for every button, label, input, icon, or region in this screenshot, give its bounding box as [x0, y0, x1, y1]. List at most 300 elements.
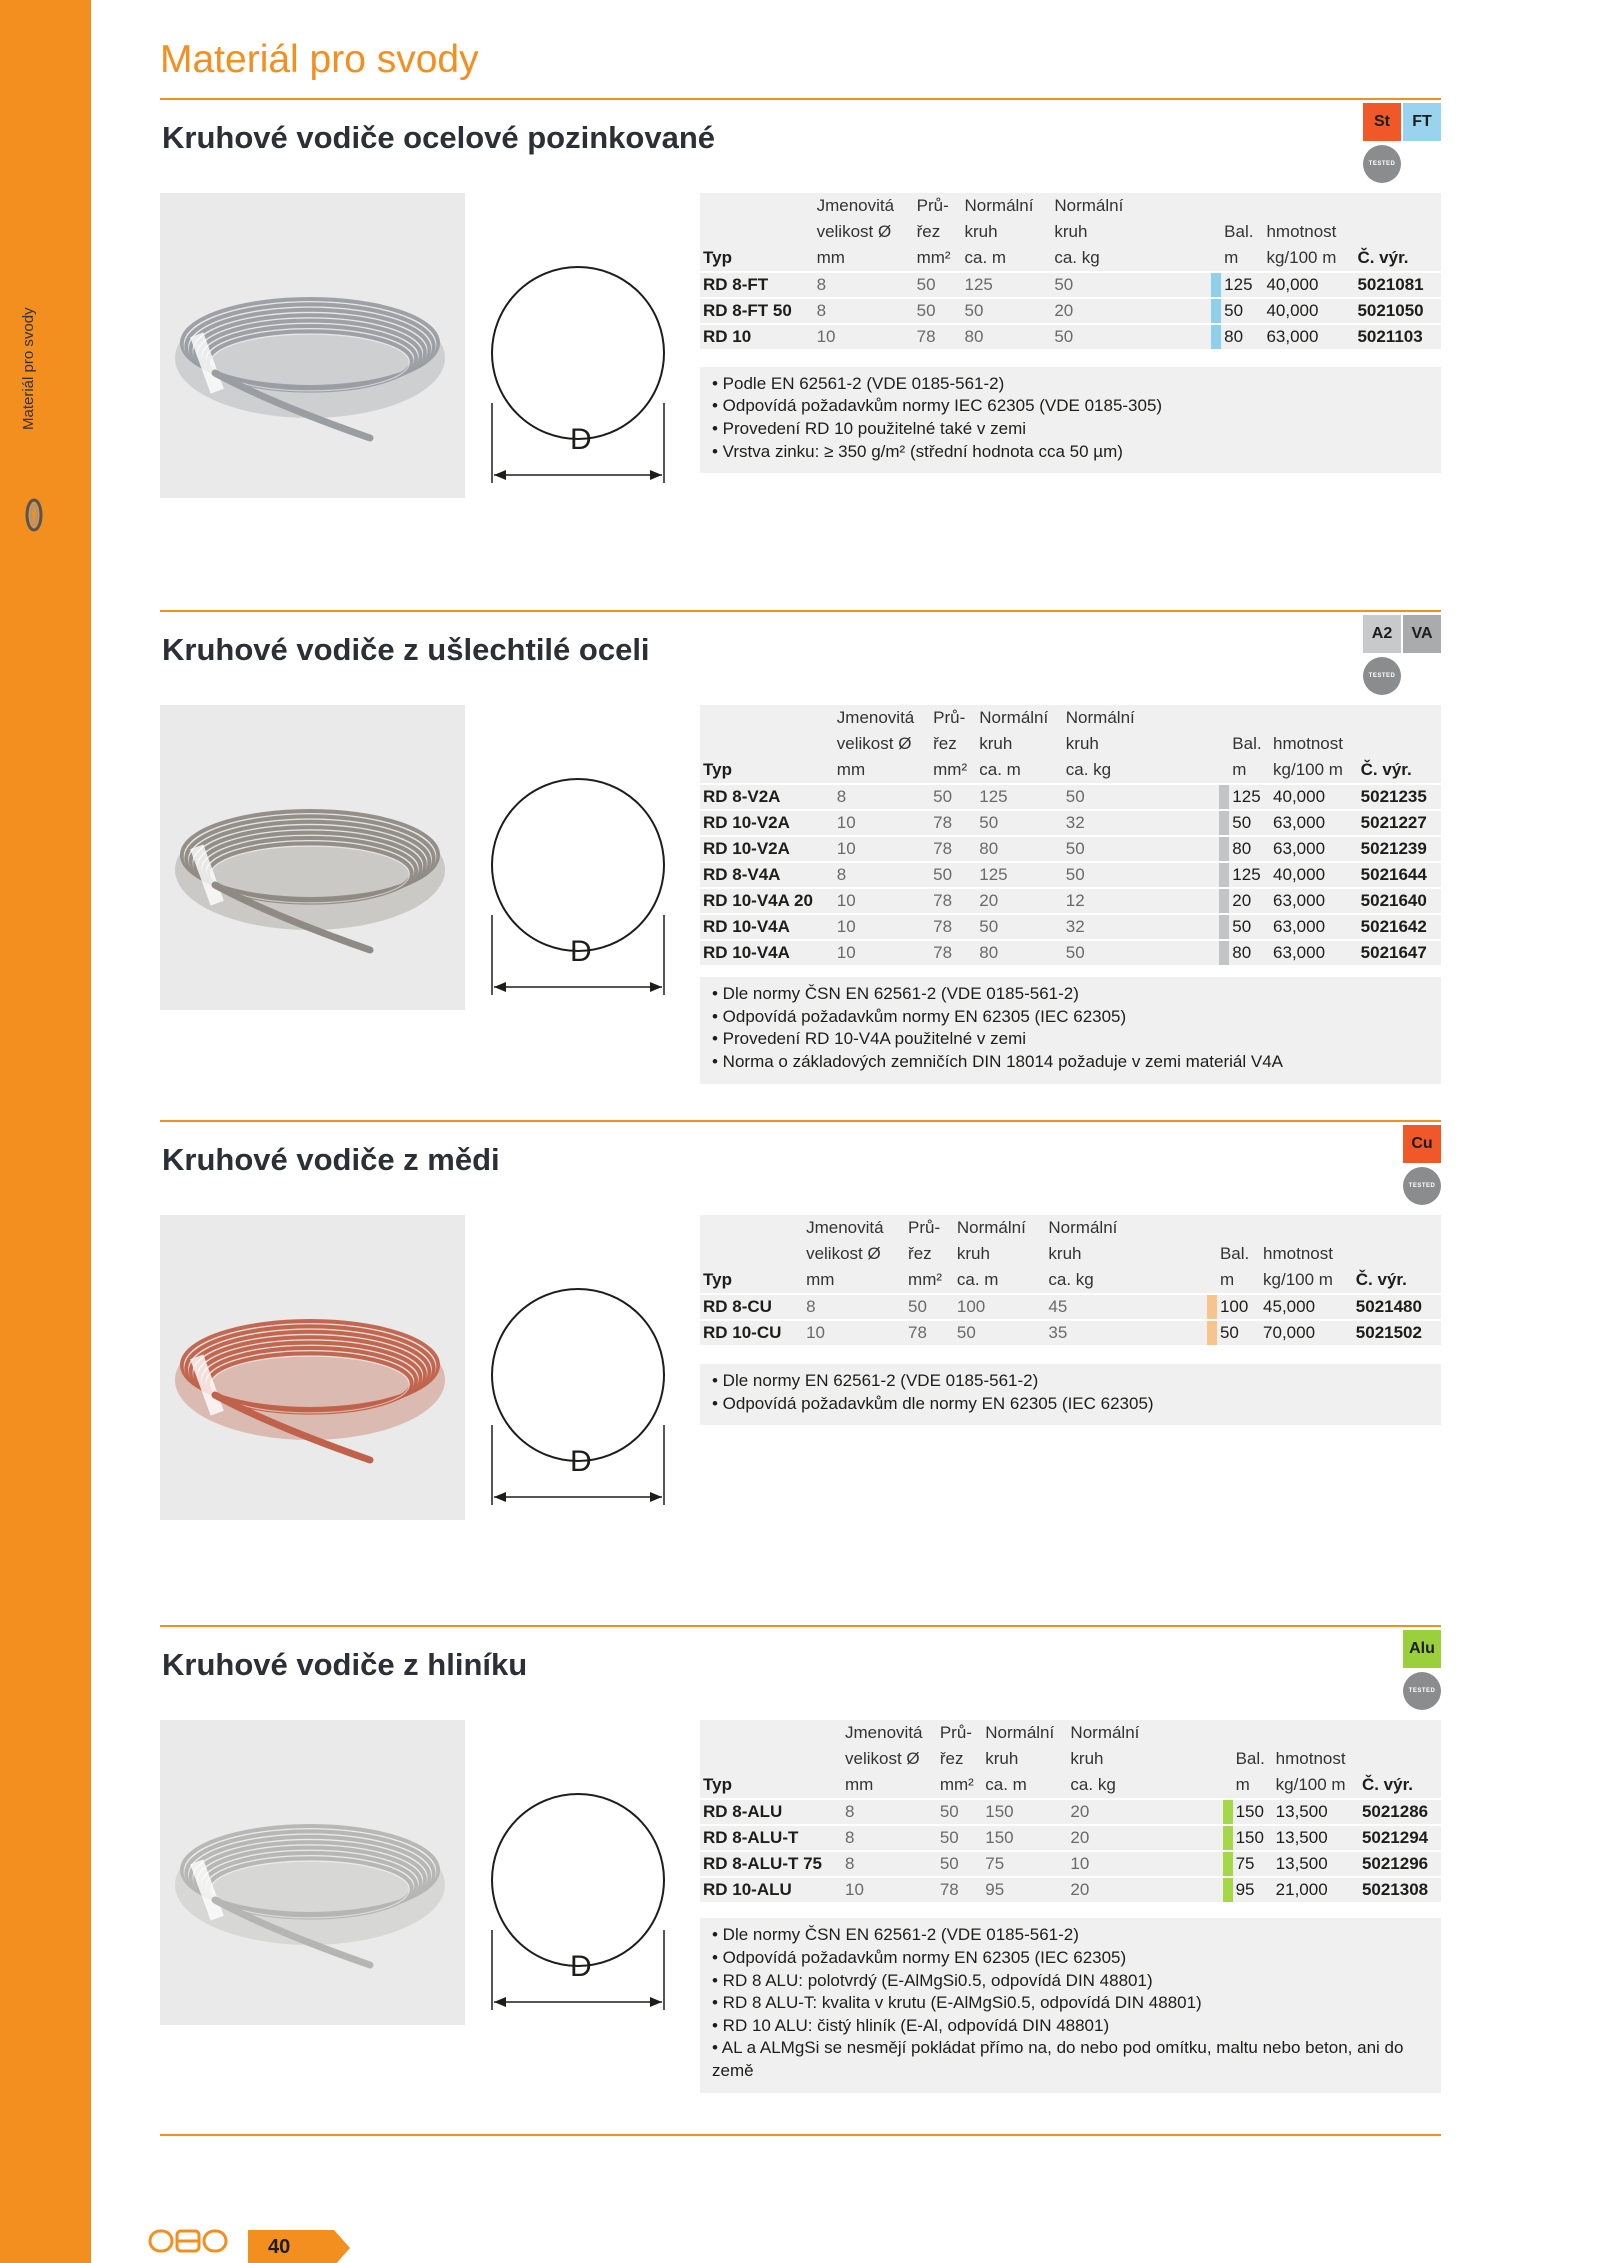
- table-cell: 8: [814, 272, 914, 298]
- note-item: • Provedení RD 10-V4A použitelné v zemi: [712, 1029, 1027, 1049]
- column-header: Normální: [979, 708, 1049, 727]
- cross-section-diagram: [490, 705, 670, 1005]
- table-header-row: [700, 219, 1441, 245]
- table-cell: 10: [834, 914, 930, 940]
- table-row: [700, 298, 1441, 324]
- header-color-bar: [1223, 1772, 1233, 1799]
- table-cell: 50: [1051, 272, 1141, 298]
- table-row: [700, 324, 1441, 349]
- column-header: [1229, 705, 1270, 731]
- table-cell: RD 10-V4A: [700, 914, 834, 940]
- column-header: řez: [933, 734, 957, 753]
- table-cell: 5021286: [1359, 1799, 1441, 1825]
- row-color-bar: [1219, 862, 1229, 888]
- header-color-bar: [1211, 219, 1221, 245]
- row-color-bar: [1211, 272, 1221, 298]
- table-cell: 50: [976, 914, 1063, 940]
- column-header: Normální: [1065, 708, 1135, 727]
- tested-seal-icon: TESTED: [1363, 145, 1401, 183]
- table-cell: 8: [834, 784, 930, 810]
- column-header: Typ: [703, 248, 732, 267]
- tested-seal-icon: TESTED: [1403, 1672, 1441, 1710]
- table-cell: 50: [1063, 836, 1150, 862]
- column-header: mm²: [916, 248, 951, 267]
- column-header: velikost Ø: [816, 222, 892, 241]
- table-cell: 150: [982, 1799, 1067, 1825]
- row-color-bar: [1223, 1877, 1233, 1902]
- table-cell: RD 10: [700, 324, 814, 349]
- table-row: [700, 888, 1441, 914]
- header-color-bar: [1211, 245, 1221, 272]
- column-header: ca. kg: [1048, 1270, 1094, 1289]
- column-header: kg/100 m: [1263, 1270, 1333, 1289]
- table-cell: 20: [1067, 1799, 1152, 1825]
- table-cell: 8: [842, 1851, 937, 1877]
- note-item: • Dle normy EN 62561-2 (VDE 0185-561-2): [712, 1371, 1039, 1391]
- table-cell: 20: [1051, 298, 1141, 324]
- column-header: Normální: [1054, 196, 1124, 215]
- note-item: • Odpovídá požadavkům dle normy EN 62305 (IEC 62305): [712, 1393, 1154, 1413]
- column-header: kg/100 m: [1266, 248, 1337, 267]
- table-cell: 63,000: [1270, 888, 1358, 914]
- column-header: mm²: [939, 1775, 974, 1794]
- column-header: mm: [816, 248, 845, 267]
- coil-icon: [24, 497, 44, 533]
- header-spacer: [1137, 1241, 1207, 1267]
- table-cell: RD 10-V2A: [700, 836, 834, 862]
- table-cell: 12: [1063, 888, 1150, 914]
- column-header: [700, 1215, 803, 1241]
- table-row: [700, 1799, 1441, 1825]
- table-cell: RD 8-CU: [700, 1294, 803, 1320]
- column-header: Jmenovitá: [836, 708, 915, 727]
- obo-logo: [148, 2227, 228, 2255]
- column-header: Bal.: [1232, 734, 1262, 753]
- column-header: [1359, 1746, 1441, 1772]
- section-divider: [160, 1625, 1441, 1627]
- table-cell: 70,000: [1260, 1320, 1353, 1345]
- table-cell: RD 8-V4A: [700, 862, 834, 888]
- table-cell: 100: [954, 1294, 1046, 1320]
- table-header-row: [700, 757, 1441, 784]
- table-cell: 20: [976, 888, 1063, 914]
- column-header: [1353, 1215, 1441, 1241]
- product-notes: [700, 367, 1441, 473]
- column-header: [700, 219, 814, 245]
- spec-table: [700, 705, 1441, 965]
- table-cell: 50: [1221, 298, 1263, 324]
- note-item: • Vrstva zinku: ≥ 350 g/m² (střední hodnota cca 50 µm): [712, 441, 1123, 461]
- column-header: Prů-: [916, 196, 949, 215]
- cross-section-diagram: [490, 193, 670, 493]
- table-row: [700, 1825, 1441, 1851]
- product-photo: [160, 1215, 465, 1520]
- page-number: [248, 2230, 350, 2263]
- sidebar: [0, 0, 91, 2263]
- column-header: ca. m: [985, 1775, 1027, 1794]
- table-cell: 20: [1067, 1877, 1152, 1902]
- column-header: m: [1235, 1775, 1250, 1794]
- header-spacer: [1153, 1772, 1223, 1799]
- table-cell: 50: [1229, 914, 1270, 940]
- table-cell: 40,000: [1270, 784, 1358, 810]
- column-header: kruh: [985, 1749, 1019, 1768]
- header-spacer: [1153, 1720, 1223, 1746]
- table-cell: 10: [1067, 1851, 1152, 1877]
- column-header: ca. m: [979, 760, 1021, 779]
- column-header: [1221, 193, 1263, 219]
- table-cell: 100: [1217, 1294, 1260, 1320]
- section-title: Kruhové vodiče z mědi: [162, 1142, 500, 1177]
- material-badge: VA: [1403, 615, 1441, 653]
- column-header: Prů-: [908, 1218, 941, 1237]
- column-header: Typ: [703, 1270, 732, 1289]
- column-header: Č. výr.: [1360, 760, 1412, 779]
- column-header: [1353, 1241, 1441, 1267]
- note-item: • Provedení RD 10 použitelné také v zemi: [712, 418, 1027, 438]
- column-header: [1358, 705, 1441, 731]
- table-cell: 10: [834, 836, 930, 862]
- table-cell: RD 10-ALU: [700, 1877, 842, 1902]
- table-cell: RD 8-ALU-T: [700, 1825, 842, 1851]
- table-cell: 78: [930, 888, 976, 914]
- column-header: Normální: [964, 196, 1034, 215]
- product-notes: [700, 1364, 1441, 1425]
- table-cell: 40,000: [1263, 298, 1354, 324]
- table-header-row: [700, 1215, 1441, 1241]
- column-header: kruh: [956, 1244, 990, 1263]
- column-header: m: [1224, 248, 1239, 267]
- note-item: • Odpovídá požadavkům normy EN 62305 (IEC 62305): [712, 1006, 1127, 1026]
- table-cell: 78: [930, 914, 976, 940]
- cross-section-diagram: [490, 1720, 670, 2020]
- table-cell: 80: [962, 324, 1052, 349]
- column-header: mm: [806, 1270, 835, 1289]
- note-item: • Dle normy ČSN EN 62561-2 (VDE 0185-561-2): [712, 984, 1079, 1004]
- column-header: [1354, 219, 1441, 245]
- column-header: Jmenovitá: [816, 196, 895, 215]
- header-spacer: [1149, 757, 1219, 784]
- row-spacer: [1153, 1799, 1223, 1825]
- table-cell: 80: [976, 940, 1063, 965]
- table-cell: 32: [1063, 810, 1150, 836]
- table-cell: RD 10-V4A 20: [700, 888, 834, 914]
- column-header: ca. kg: [1070, 1775, 1116, 1794]
- product-photo: [160, 193, 465, 498]
- table-cell: 10: [842, 1877, 937, 1902]
- table-cell: 125: [962, 272, 1052, 298]
- row-spacer: [1149, 914, 1219, 940]
- row-color-bar: [1211, 324, 1221, 349]
- header-color-bar: [1219, 757, 1229, 784]
- header-spacer: [1149, 731, 1219, 757]
- note-item: • Dle normy ČSN EN 62561-2 (VDE 0185-561-2): [712, 1925, 1079, 1945]
- spec-table: [700, 193, 1441, 349]
- note-item: • AL a ALMgSi se nesmějí pokládat přímo na, do nebo pod omítku, maltu nebo beton, ani do země: [712, 2038, 1404, 2080]
- column-header: [1354, 193, 1441, 219]
- column-header: [1358, 731, 1441, 757]
- row-color-bar: [1207, 1294, 1217, 1320]
- table-cell: 45,000: [1260, 1294, 1353, 1320]
- row-spacer: [1153, 1825, 1223, 1851]
- table-cell: 13,500: [1273, 1799, 1359, 1825]
- column-header: Č. výr.: [1357, 248, 1409, 267]
- table-cell: 75: [1233, 1851, 1273, 1877]
- table-cell: 50: [930, 784, 976, 810]
- column-header: Bal.: [1235, 1749, 1265, 1768]
- column-header: mm²: [908, 1270, 943, 1289]
- table-cell: 50: [1063, 784, 1150, 810]
- table-cell: 5021296: [1359, 1851, 1441, 1877]
- header-spacer: [1137, 1215, 1207, 1241]
- tested-seal-icon: TESTED: [1363, 657, 1401, 695]
- table-cell: 125: [1221, 272, 1263, 298]
- column-header: mm: [836, 760, 866, 779]
- column-header: [1273, 1720, 1359, 1746]
- header-spacer: [1141, 219, 1211, 245]
- header-color-bar: [1211, 193, 1221, 219]
- table-cell: 10: [834, 940, 930, 965]
- column-header: [1233, 1720, 1273, 1746]
- row-spacer: [1149, 862, 1219, 888]
- header-color-bar: [1219, 731, 1229, 757]
- material-badges: [1401, 1125, 1441, 1163]
- row-color-bar: [1223, 1799, 1233, 1825]
- product-notes: [700, 977, 1441, 1083]
- material-badge: FT: [1403, 103, 1441, 141]
- table-cell: 50: [1229, 810, 1270, 836]
- table-cell: 50: [1063, 940, 1150, 965]
- table-cell: 50: [914, 272, 962, 298]
- material-badge: Cu: [1403, 1125, 1441, 1163]
- table-cell: 5021235: [1358, 784, 1441, 810]
- table-row: [700, 1294, 1441, 1320]
- table-cell: 50: [930, 862, 976, 888]
- column-header: [700, 193, 814, 219]
- table-cell: 20: [1229, 888, 1270, 914]
- table-cell: 21,000: [1273, 1877, 1359, 1902]
- material-badges: [1401, 1630, 1441, 1668]
- material-badges: [1361, 615, 1441, 653]
- column-header: řez: [908, 1244, 932, 1263]
- table-row: [700, 862, 1441, 888]
- table-cell: 5021480: [1353, 1294, 1441, 1320]
- table-cell: 50: [905, 1294, 954, 1320]
- row-spacer: [1141, 272, 1211, 298]
- column-header: [1263, 193, 1354, 219]
- table-cell: 10: [834, 810, 930, 836]
- column-header: ca. m: [956, 1270, 999, 1289]
- table-cell: 10: [834, 888, 930, 914]
- table-cell: 50: [937, 1851, 982, 1877]
- table-cell: 8: [842, 1799, 937, 1825]
- table-cell: 8: [842, 1825, 937, 1851]
- material-badge: St: [1363, 103, 1401, 141]
- table-cell: 13,500: [1273, 1825, 1359, 1851]
- table-cell: RD 8-FT 50: [700, 298, 814, 324]
- table-cell: 50: [937, 1799, 982, 1825]
- table-row: [700, 836, 1441, 862]
- table-cell: 63,000: [1270, 914, 1358, 940]
- product-notes: [700, 1918, 1441, 2092]
- diameter-label: D: [570, 423, 592, 456]
- table-row: [700, 940, 1441, 965]
- header-color-bar: [1223, 1720, 1233, 1746]
- diameter-label: D: [570, 1445, 592, 1478]
- column-header: [700, 1241, 803, 1267]
- table-header-row: [700, 193, 1441, 219]
- table-cell: RD 10-V4A: [700, 940, 834, 965]
- table-cell: 35: [1045, 1320, 1137, 1345]
- row-color-bar: [1219, 914, 1229, 940]
- row-spacer: [1137, 1320, 1207, 1345]
- column-header: hmotnost: [1275, 1749, 1346, 1768]
- table-cell: 5021647: [1358, 940, 1441, 965]
- row-color-bar: [1219, 888, 1229, 914]
- table-cell: 5021103: [1354, 324, 1441, 349]
- section-title: Kruhové vodiče ocelové pozinkované: [162, 120, 715, 155]
- spec-table: [700, 1215, 1441, 1345]
- table-cell: RD 8-FT: [700, 272, 814, 298]
- table-cell: 40,000: [1263, 272, 1354, 298]
- table-cell: 78: [930, 810, 976, 836]
- page-number-text: 40: [268, 2236, 291, 2258]
- table-cell: 10: [814, 324, 914, 349]
- row-color-bar: [1207, 1320, 1217, 1345]
- column-header: ca. kg: [1065, 760, 1112, 779]
- column-header: Normální: [956, 1218, 1026, 1237]
- row-spacer: [1141, 298, 1211, 324]
- column-header: Jmenovitá: [845, 1723, 923, 1742]
- table-cell: 125: [1229, 862, 1270, 888]
- header-spacer: [1153, 1746, 1223, 1772]
- table-cell: 78: [905, 1320, 954, 1345]
- column-header: řez: [939, 1749, 964, 1768]
- table-cell: 45: [1045, 1294, 1137, 1320]
- note-item: • Podle EN 62561-2 (VDE 0185-561-2): [712, 373, 1005, 393]
- column-header: mm: [845, 1775, 874, 1794]
- table-cell: 8: [814, 298, 914, 324]
- column-header: kruh: [979, 734, 1013, 753]
- table-header-row: [700, 245, 1441, 272]
- table-cell: 40,000: [1270, 862, 1358, 888]
- table-row: [700, 1851, 1441, 1877]
- table-cell: 63,000: [1270, 940, 1358, 965]
- section-title: Kruhové vodiče z hliníku: [162, 1647, 528, 1682]
- header-spacer: [1141, 193, 1211, 219]
- table-cell: 125: [976, 862, 1063, 888]
- column-header: hmotnost: [1273, 734, 1343, 753]
- column-header: Normální: [1048, 1218, 1118, 1237]
- table-cell: 50: [914, 298, 962, 324]
- header-color-bar: [1207, 1241, 1217, 1267]
- table-cell: 32: [1063, 914, 1150, 940]
- section-divider: [160, 1120, 1441, 1122]
- table-cell: 80: [976, 836, 1063, 862]
- header-color-bar: [1219, 705, 1229, 731]
- column-header: Jmenovitá: [806, 1218, 884, 1237]
- table-cell: RD 8-ALU-T 75: [700, 1851, 842, 1877]
- column-header: velikost Ø: [806, 1244, 881, 1263]
- column-header: kruh: [964, 222, 998, 241]
- table-cell: 95: [982, 1877, 1067, 1902]
- material-badge: Alu: [1403, 1630, 1441, 1668]
- row-color-bar: [1219, 940, 1229, 965]
- product-photo: [160, 1720, 465, 2025]
- table-row: [700, 272, 1441, 298]
- column-header: kruh: [1048, 1244, 1082, 1263]
- table-cell: 63,000: [1270, 810, 1358, 836]
- row-spacer: [1153, 1877, 1223, 1902]
- table-row: [700, 810, 1441, 836]
- column-header: [700, 705, 834, 731]
- section-title: Kruhové vodiče z ušlechtilé oceli: [162, 632, 650, 667]
- table-cell: 50: [954, 1320, 1046, 1345]
- header-color-bar: [1223, 1746, 1233, 1772]
- table-cell: 150: [982, 1825, 1067, 1851]
- table-row: [700, 1320, 1441, 1345]
- section-divider: [160, 610, 1441, 612]
- table-cell: 8: [803, 1294, 905, 1320]
- table-cell: 75: [982, 1851, 1067, 1877]
- table-cell: 63,000: [1263, 324, 1354, 349]
- column-header: Bal.: [1224, 222, 1254, 241]
- spec-table: [700, 1720, 1441, 1902]
- note-item: • RD 8 ALU: polotvrdý (E-AlMgSi0.5, odpovídá DIN 48801): [712, 1970, 1153, 1990]
- column-header: ca. m: [964, 248, 1007, 267]
- table-cell: 80: [1221, 324, 1263, 349]
- table-header-row: [700, 1720, 1441, 1746]
- row-color-bar: [1223, 1851, 1233, 1877]
- table-cell: 50: [937, 1825, 982, 1851]
- column-header: ca. kg: [1054, 248, 1100, 267]
- row-spacer: [1141, 324, 1211, 349]
- note-item: • Norma o základových zemničích DIN 18014 požaduje v zemi materiál V4A: [712, 1051, 1283, 1071]
- header-spacer: [1137, 1267, 1207, 1294]
- row-spacer: [1137, 1294, 1207, 1320]
- note-item: • Odpovídá požadavkům normy EN 62305 (IEC 62305): [712, 1947, 1127, 1967]
- table-cell: 5021502: [1353, 1320, 1441, 1345]
- column-header: [700, 1746, 842, 1772]
- cross-section-diagram: [490, 1215, 670, 1515]
- column-header: Normální: [985, 1723, 1055, 1742]
- column-header: Č. výr.: [1355, 1270, 1407, 1289]
- header-spacer: [1141, 245, 1211, 272]
- diameter-label: D: [570, 935, 592, 968]
- column-header: řez: [916, 222, 941, 241]
- table-cell: 20: [1067, 1825, 1152, 1851]
- sidebar-label: Materiál pro svody: [20, 307, 37, 430]
- table-header-row: [700, 705, 1441, 731]
- column-header: mm²: [933, 760, 968, 779]
- table-cell: 80: [1229, 836, 1270, 862]
- footer-divider: [160, 2134, 1441, 2136]
- column-header: [1270, 705, 1358, 731]
- row-color-bar: [1211, 298, 1221, 324]
- note-item: • RD 8 ALU-T: kvalita v krutu (E-AlMgSi0.5, odpovídá DIN 48801): [712, 1993, 1202, 2013]
- header-color-bar: [1207, 1215, 1217, 1241]
- column-header: kg/100 m: [1273, 760, 1343, 779]
- page-title: Materiál pro svody: [160, 38, 479, 81]
- table-row: [700, 914, 1441, 940]
- row-spacer: [1149, 784, 1219, 810]
- table-cell: 95: [1233, 1877, 1273, 1902]
- column-header: kg/100 m: [1275, 1775, 1346, 1794]
- table-cell: RD 10-V2A: [700, 810, 834, 836]
- table-header-row: [700, 731, 1441, 757]
- row-color-bar: [1223, 1825, 1233, 1851]
- header-spacer: [1149, 705, 1219, 731]
